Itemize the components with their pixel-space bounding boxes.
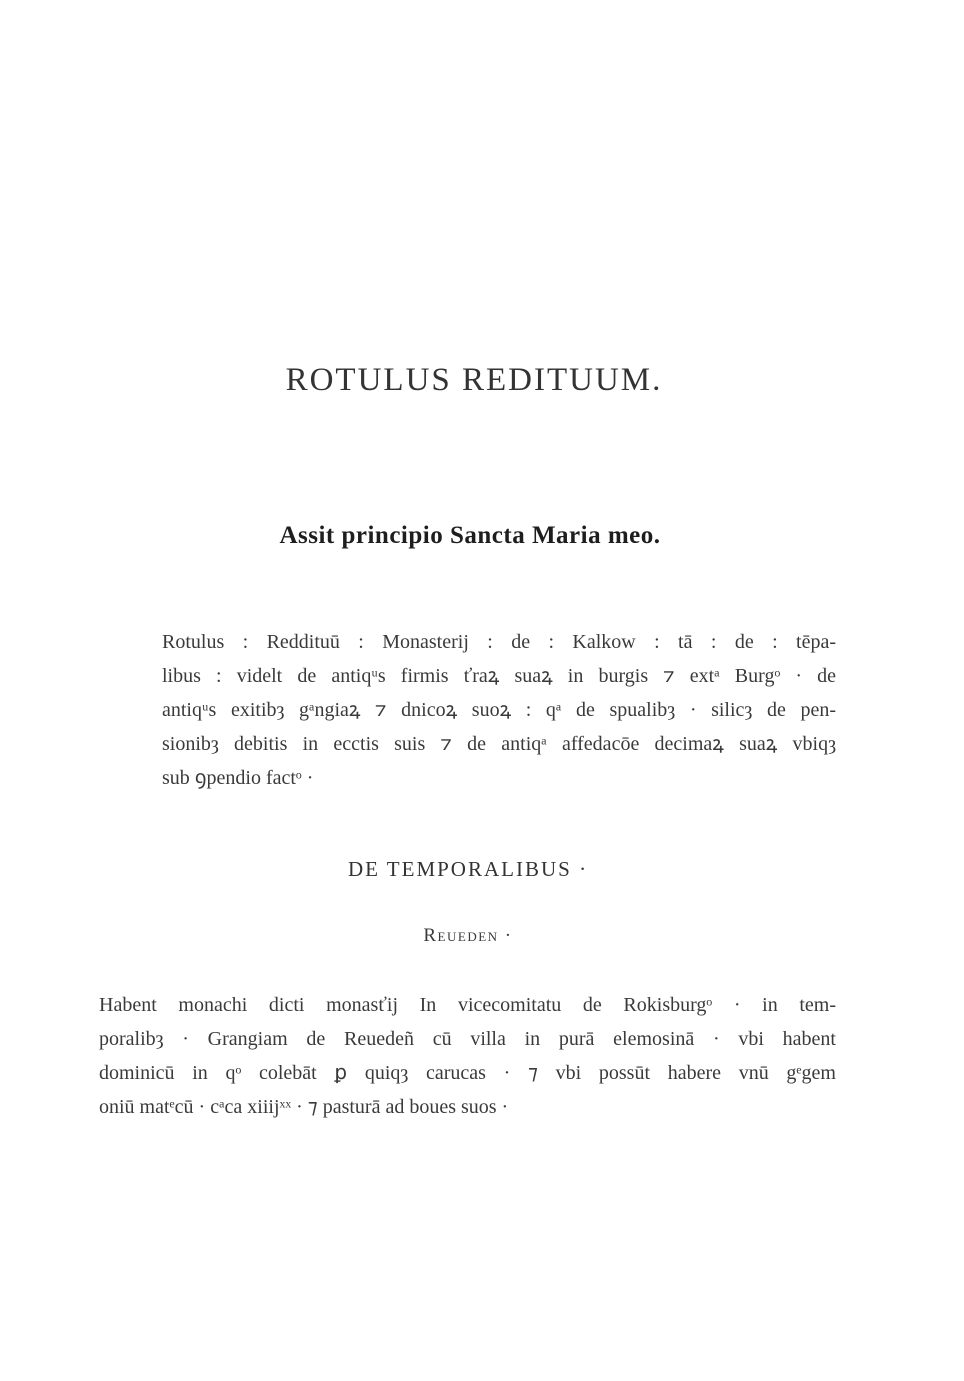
reueden-paragraph bbox=[99, 988, 836, 1124]
intro-line: libus : videlt de antiqᵘs firmis ťraꝝ suaꝝ in burgis ⁊ extᵃ Burgᵒ · de bbox=[162, 665, 836, 687]
intro-line: sionibȝ debitis in ecctis suis ⁊ de antiqᵃ affedacōe decimaꝝ suaꝝ vbiqȝ bbox=[162, 733, 836, 755]
intro-line: Rotulus : Reddituū : Monasterij : de : Kalkow : tā : de : tēpa- bbox=[162, 631, 836, 653]
page-title: ROTULUS REDITUUM. bbox=[285, 362, 663, 398]
invocation-line: Assit principio Sancta Maria meo. bbox=[279, 522, 661, 549]
sub-heading: Reueden · bbox=[423, 925, 513, 946]
intro-line: antiqᵘs exitibȝ gᵃngiaꝝ ⁊ dnicoꝝ suoꝝ : qᵃ de spualibȝ · silicȝ de pen- bbox=[162, 699, 836, 721]
reueden-line: dominicū in qᵒ colebāt ꝑ quiqȝ carucas · ⁊ vbi possūt habere vnū gᵉgem bbox=[99, 1062, 836, 1084]
section-heading: DE TEMPORALIBUS · bbox=[347, 857, 589, 881]
reueden-line: oniū matᵉcū · cᵃca xiiijˣˣ · ⁊ pasturā ad boues suos · bbox=[99, 1096, 509, 1118]
intro-paragraph bbox=[162, 625, 836, 795]
reueden-line: poralibȝ · Grangiam de Reuedeñ cū villa in purā elemosinā · vbi habent bbox=[99, 1028, 836, 1050]
reueden-line: Habent monachi dicti monasťij In vicecomitatu de Rokisburgᵒ · in tem- bbox=[99, 994, 836, 1016]
intro-line: sub ꝯpendio factᵒ · bbox=[162, 767, 314, 789]
